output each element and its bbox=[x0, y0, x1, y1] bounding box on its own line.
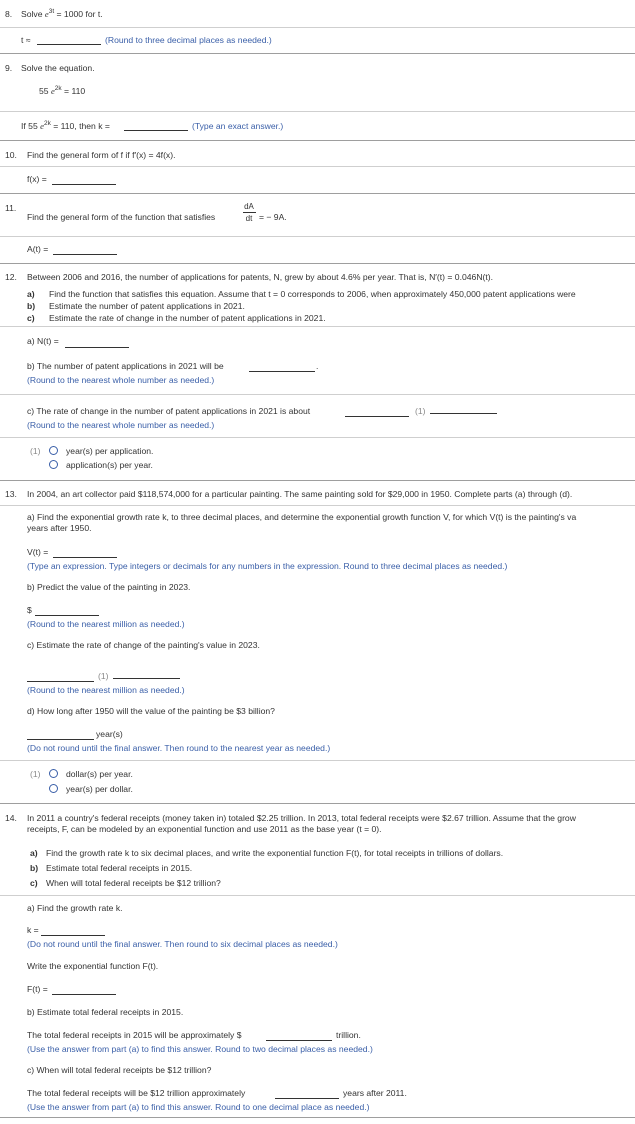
question-intro: In 2011 a country's federal receipts (money taken in) totaled $2.25 trillion. In 2013, total federal receipts were $2.67 trillion. Assume that the grow bbox=[27, 813, 576, 823]
part-letter: b) bbox=[27, 301, 36, 311]
choice-label[interactable]: year(s) per application. bbox=[66, 446, 154, 456]
period: . bbox=[316, 361, 319, 371]
answer-input-nt[interactable] bbox=[65, 347, 129, 348]
radio-option[interactable] bbox=[49, 784, 58, 793]
answer-input-k[interactable] bbox=[41, 935, 105, 936]
exponent: 2k bbox=[54, 85, 62, 92]
part-a-label: V(t) = bbox=[27, 547, 49, 557]
statement-end: = 110, then k = bbox=[53, 121, 110, 131]
answer-label: t ≈ bbox=[21, 35, 31, 45]
ft-label: F(t) = bbox=[27, 984, 48, 994]
answer-input-applications[interactable] bbox=[249, 371, 315, 372]
part-c-heading: c) When will total federal receipts be $12 trillion? bbox=[27, 1065, 212, 1075]
part-a-text-cont: years after 1950. bbox=[27, 523, 92, 533]
question-divider bbox=[0, 803, 635, 804]
part-c-note: (Use the answer from part (a) to find this answer. Round to one decimal place as needed.) bbox=[27, 1102, 370, 1112]
choice-label[interactable]: application(s) per year. bbox=[66, 460, 153, 470]
answer-input-k[interactable] bbox=[124, 130, 188, 131]
question-prompt: Find the general form of f if f′(x) = 4f(x). bbox=[27, 150, 176, 160]
question-intro: Between 2006 and 2016, the number of applications for patents, N, grew by about 4.6% per year. That is, N′(t) = 0.046N(t). bbox=[27, 272, 494, 282]
answer-label: A(t) = bbox=[27, 244, 49, 254]
divider bbox=[0, 27, 635, 28]
part-d-note: (Do not round until the final answer. Then round to the nearest year as needed.) bbox=[27, 743, 331, 753]
radio-option[interactable] bbox=[49, 769, 58, 778]
answer-label: f(x) = bbox=[27, 174, 47, 184]
part-a-note: (Type an expression. Type integers or decimals for any numbers in the expression. Round to three decimal places as needed.) bbox=[27, 561, 508, 571]
answer-input-years-after[interactable] bbox=[275, 1098, 339, 1099]
question-divider bbox=[0, 53, 635, 54]
equation bbox=[39, 86, 85, 96]
write-function-text: Write the exponential function F(t). bbox=[27, 961, 159, 971]
question-number: 11. bbox=[5, 203, 17, 213]
part-b-text: The total federal receipts in 2015 will be approximately $ bbox=[27, 1030, 242, 1040]
derivative-fraction bbox=[241, 202, 257, 223]
part-letter: b) bbox=[30, 863, 39, 873]
fraction-numerator: dA bbox=[244, 202, 254, 211]
part-b-text: b) Predict the value of the painting in 2023. bbox=[27, 582, 191, 592]
question-divider bbox=[0, 193, 635, 194]
question-number: 14. bbox=[5, 813, 17, 823]
question-divider bbox=[0, 263, 635, 264]
part-a-text: a) Find the exponential growth rate k, to three decimal places, and determine the exponential growth function V, for which V(t) is the painting's va bbox=[27, 512, 577, 522]
part-c-note: (Round to the nearest million as needed.) bbox=[27, 685, 185, 695]
choice-label[interactable]: dollar(s) per year. bbox=[66, 769, 133, 779]
part-d-text: d) How long after 1950 will the value of the painting be $3 billion? bbox=[27, 706, 275, 716]
divider bbox=[0, 236, 635, 237]
divider bbox=[0, 394, 635, 395]
question-divider bbox=[0, 1117, 635, 1118]
math-e: e bbox=[40, 121, 44, 131]
unit-dropdown[interactable] bbox=[430, 413, 497, 414]
part-letter: a) bbox=[27, 289, 35, 299]
part-a-label: a) N(t) = bbox=[27, 336, 59, 346]
question-intro-cont: receipts, F, can be modeled by an exponential function and use 2011 as the base year (t = 0). bbox=[27, 824, 382, 834]
question-number: 9. bbox=[5, 63, 13, 73]
equation-rhs: = 110 bbox=[64, 86, 86, 96]
part-c-label: c) The rate of change in the number of patent applications in 2021 is about bbox=[27, 406, 311, 416]
divider bbox=[0, 326, 635, 327]
math-e: e bbox=[44, 9, 49, 19]
part-text: Find the growth rate k to six decimal places, and write the exponential function F(t), for total receipts in trillions of dollars. bbox=[46, 848, 504, 858]
part-c-text: The total federal receipts will be $12 trillion approximately bbox=[27, 1088, 246, 1098]
part-text: Estimate total federal receipts in 2015. bbox=[46, 863, 193, 873]
k-label: k = bbox=[27, 925, 39, 935]
dropdown-ref: (1) bbox=[415, 406, 426, 416]
unit-label: trillion. bbox=[336, 1030, 361, 1040]
prompt-text-end: = 1000 for t. bbox=[56, 9, 103, 19]
divider bbox=[0, 760, 635, 761]
answer-input-years[interactable] bbox=[27, 739, 94, 740]
divider bbox=[0, 505, 635, 506]
part-b-note: (Round to the nearest million as needed.) bbox=[27, 619, 185, 629]
dollar-sign: $ bbox=[27, 605, 32, 615]
part-letter: c) bbox=[27, 313, 35, 323]
answer-input-vt[interactable] bbox=[53, 557, 117, 558]
divider bbox=[0, 895, 635, 896]
k-note: (Do not round until the final answer. Then round to six decimal places as needed.) bbox=[27, 939, 338, 949]
radio-option[interactable] bbox=[49, 446, 58, 455]
answer-input-value-2023[interactable] bbox=[35, 615, 99, 616]
fraction-denominator: dt bbox=[245, 214, 253, 223]
part-text: Find the function that satisfies this equation. Assume that t = 0 corresponds to 2006, when approximately 450,000 patent applications were bbox=[49, 289, 576, 299]
question-number: 8. bbox=[5, 9, 13, 19]
question-number: 10. bbox=[5, 150, 17, 160]
answer-input-rate[interactable] bbox=[345, 416, 409, 417]
answer-input-t[interactable] bbox=[37, 44, 101, 45]
math-e: e bbox=[50, 86, 55, 96]
question-prompt bbox=[21, 9, 103, 19]
prompt-rhs: = − 9A. bbox=[259, 212, 287, 222]
unit-label: years after 2011. bbox=[343, 1088, 407, 1098]
part-text: Estimate the number of patent applications in 2021. bbox=[49, 301, 245, 311]
divider bbox=[0, 437, 635, 438]
answer-note: (Type an exact answer.) bbox=[192, 121, 284, 131]
question-prompt: Solve the equation. bbox=[21, 63, 95, 73]
exponent: 2k bbox=[43, 120, 51, 127]
answer-input-receipts-2015[interactable] bbox=[266, 1040, 332, 1041]
choices-ref: (1) bbox=[30, 769, 41, 779]
question-intro: In 2004, an art collector paid $118,574,000 for a particular painting. The same painting sold for $29,000 in 1950. Complete parts (a) through (d). bbox=[27, 489, 573, 499]
statement-start: If 55 bbox=[21, 121, 38, 131]
part-b-note: (Round to the nearest whole number as needed.) bbox=[27, 375, 215, 385]
answer-input-ft[interactable] bbox=[52, 994, 116, 995]
divider bbox=[0, 166, 635, 167]
dropdown-ref: (1) bbox=[98, 671, 109, 681]
choices-ref: (1) bbox=[30, 446, 41, 456]
part-letter: c) bbox=[30, 878, 38, 888]
radio-option[interactable] bbox=[49, 460, 58, 469]
choice-label[interactable]: year(s) per dollar. bbox=[66, 784, 133, 794]
question-prompt: Find the general form of the function that satisfies bbox=[27, 212, 216, 222]
answer-note: (Round to three decimal places as needed.) bbox=[105, 35, 272, 45]
question-number: 12. bbox=[5, 272, 17, 282]
unit-dropdown[interactable] bbox=[113, 678, 180, 679]
prompt-text: Solve bbox=[21, 9, 43, 19]
part-letter: a) bbox=[30, 848, 38, 858]
part-b-label: b) The number of patent applications in 2021 will be bbox=[27, 361, 224, 371]
part-b-heading: b) Estimate total federal receipts in 2015. bbox=[27, 1007, 184, 1017]
part-b-note: (Use the answer from part (a) to find this answer. Round to two decimal places as needed.) bbox=[27, 1044, 373, 1054]
fraction-bar bbox=[243, 212, 256, 213]
question-divider bbox=[0, 480, 635, 481]
part-text: When will total federal receipts be $12 trillion? bbox=[46, 878, 221, 888]
question-divider bbox=[0, 140, 635, 141]
unit-label: year(s) bbox=[96, 729, 123, 739]
divider bbox=[0, 111, 635, 112]
part-c-text: c) Estimate the rate of change of the painting's value in 2023. bbox=[27, 640, 260, 650]
part-text: Estimate the rate of change in the number of patent applications in 2021. bbox=[49, 313, 326, 323]
exponent: 3t bbox=[48, 8, 55, 15]
answer-input-fx[interactable] bbox=[52, 184, 116, 185]
part-a-heading: a) Find the growth rate k. bbox=[27, 903, 123, 913]
answer-input-rate-2023[interactable] bbox=[27, 681, 94, 682]
answer-input-at[interactable] bbox=[53, 254, 117, 255]
part-c-note: (Round to the nearest whole number as needed.) bbox=[27, 420, 215, 430]
question-number: 13. bbox=[5, 489, 17, 499]
coefficient: 55 bbox=[39, 86, 49, 96]
answer-statement bbox=[21, 121, 110, 131]
